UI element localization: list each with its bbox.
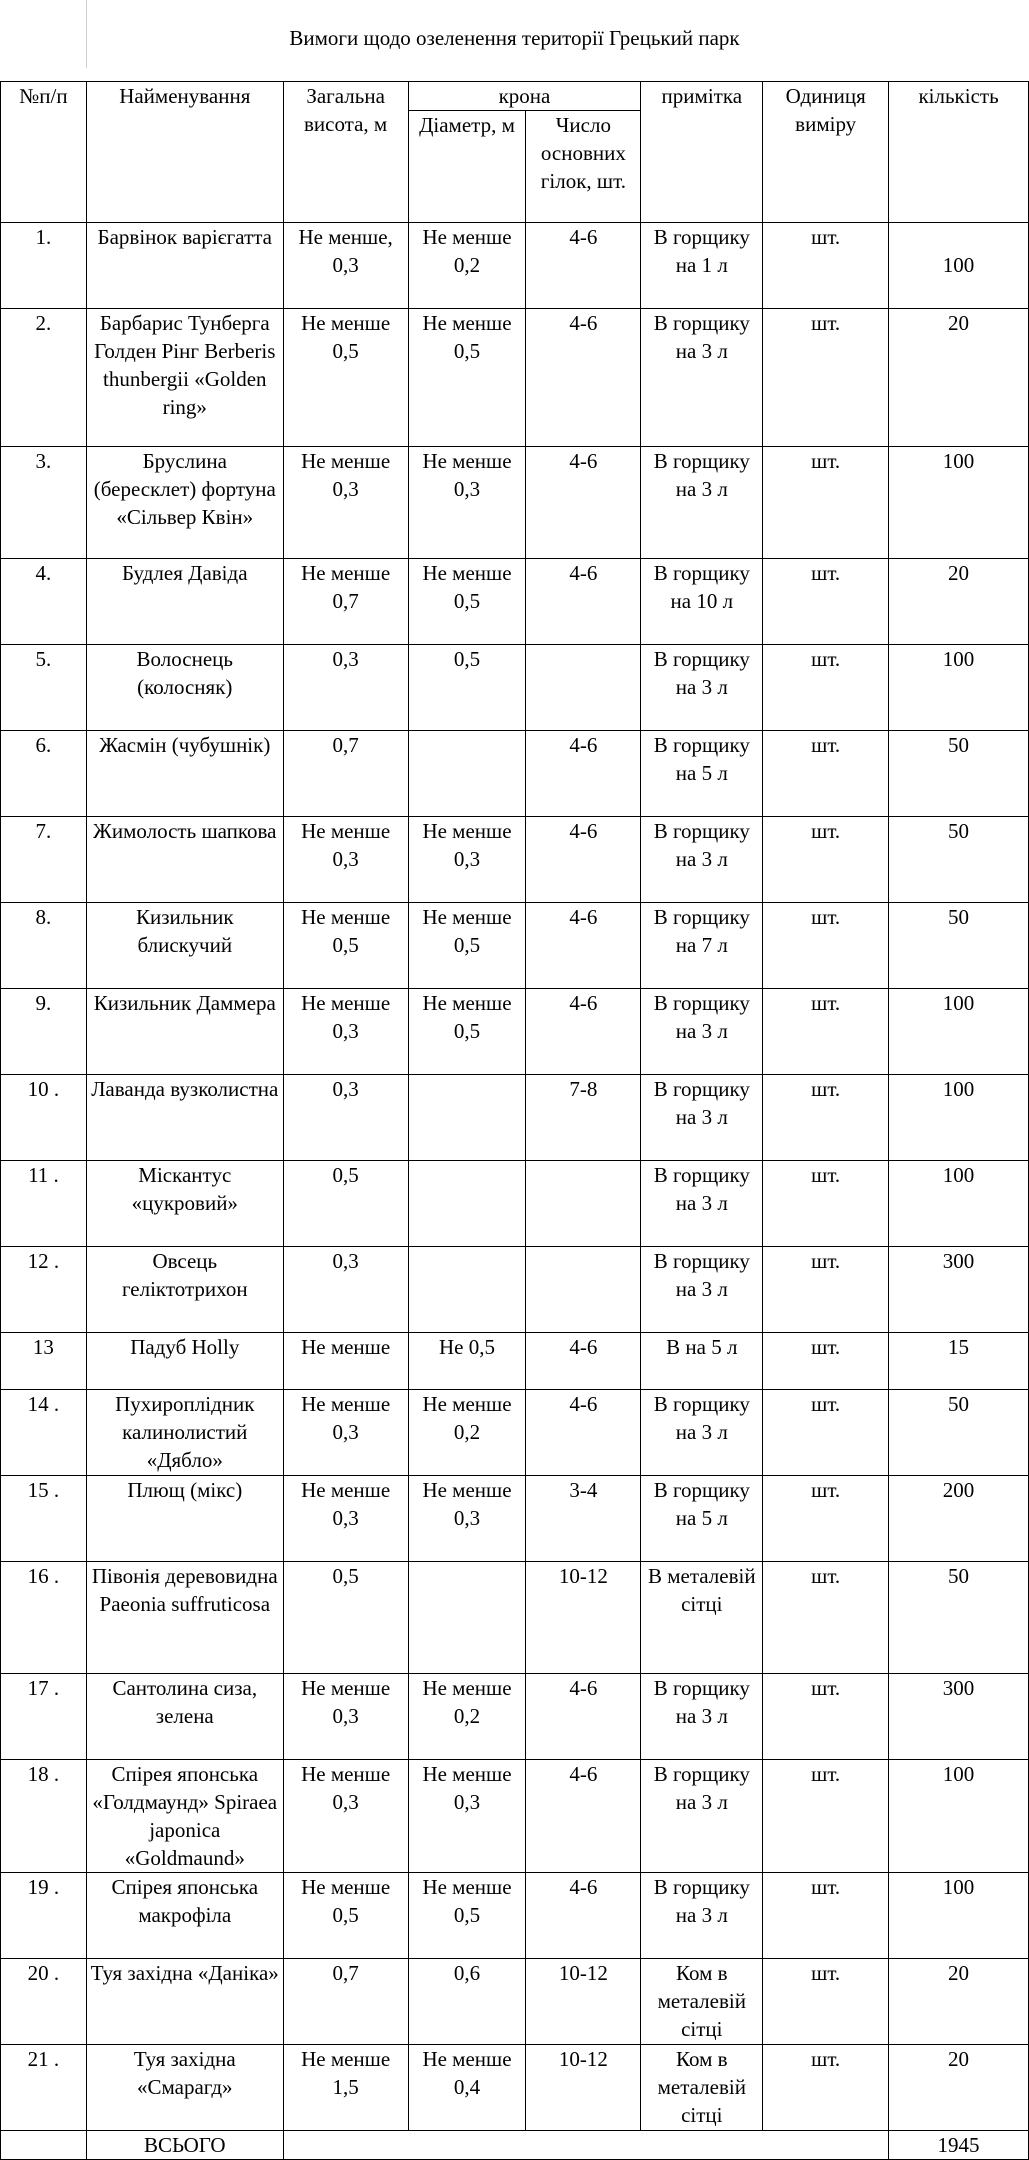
cell-unit: шт. — [763, 731, 889, 817]
cell-height: Не менше 0,3 — [283, 447, 408, 559]
cell-note: В горщику на 1 л — [641, 223, 763, 309]
cell-height: Не менше 0,3 — [283, 1760, 408, 1873]
cell-diameter: 0,6 — [408, 1959, 526, 2045]
cell-unit: шт. — [763, 1476, 889, 1562]
cell-branches: 10-12 — [526, 2045, 641, 2131]
table-row — [1, 1760, 1029, 1873]
cell-name: Волоснець (колосняк) — [86, 645, 283, 731]
cell-qty: 50 — [889, 903, 1029, 989]
cell-unit: шт. — [763, 1562, 889, 1674]
cell-branches: 4-6 — [526, 1873, 641, 1959]
cell-height: Не менше 0,5 — [283, 1873, 408, 1959]
header-diameter: Діаметр, м — [408, 111, 526, 223]
cell-diameter — [408, 1075, 526, 1161]
cell-height: 0,7 — [283, 731, 408, 817]
cell-note: В горщику на 10 л — [641, 559, 763, 645]
cell-branches: 4-6 — [526, 447, 641, 559]
cell-diameter — [408, 1247, 526, 1333]
table-row — [1, 817, 1029, 903]
cell-diameter: Не менше 0,5 — [408, 559, 526, 645]
cell-num: 21 . — [1, 2045, 87, 2131]
table-row — [1, 223, 1029, 309]
cell-diameter: Не менше 0,3 — [408, 817, 526, 903]
cell-diameter — [408, 731, 526, 817]
cell-name: Сантолина сиза, зелена — [86, 1674, 283, 1760]
cell-unit: шт. — [763, 1333, 889, 1390]
cell-diameter — [408, 1161, 526, 1247]
cell-diameter: Не менше 0,2 — [408, 1390, 526, 1476]
table-row — [1, 1161, 1029, 1247]
cell-branches — [526, 1161, 641, 1247]
cell-diameter: Не 0,5 — [408, 1333, 526, 1390]
cell-diameter: Не менше 0,5 — [408, 309, 526, 447]
cell-name: Пухироплідник калинолистий «Дябло» — [86, 1390, 283, 1476]
cell-name: Півонія деревовидна Paeonia suffruticosa — [86, 1562, 283, 1674]
cell-qty: 50 — [889, 817, 1029, 903]
cell-num: 1. — [1, 223, 87, 309]
cell-name: Туя західна «Даніка» — [86, 1959, 283, 2045]
cell-unit: шт. — [763, 309, 889, 447]
header-unit: Одиниця виміру — [763, 82, 889, 223]
planting-requirements-table — [0, 81, 1029, 2160]
cell-name: Падуб Holly — [86, 1333, 283, 1390]
cell-branches: 4-6 — [526, 989, 641, 1075]
cell-num: 7. — [1, 817, 87, 903]
table-row — [1, 1390, 1029, 1476]
cell-unit: шт. — [763, 2045, 889, 2131]
header-num: №п/п — [1, 82, 87, 223]
cell-name: Будлея Давіда — [86, 559, 283, 645]
cell-height: 0,3 — [283, 1075, 408, 1161]
cell-branches: 10-12 — [526, 1959, 641, 2045]
cell-num: 14 . — [1, 1390, 87, 1476]
cell-qty: 100 — [889, 989, 1029, 1075]
cell-num: 4. — [1, 559, 87, 645]
cell-note: В горщику на 5 л — [641, 1476, 763, 1562]
cell-note: Ком в металевій сітці — [641, 1959, 763, 2045]
cell-num: 8. — [1, 903, 87, 989]
total-span-cell — [283, 2131, 888, 2160]
table-row — [1, 903, 1029, 989]
cell-num: 15 . — [1, 1476, 87, 1562]
total-label: ВСЬОГО — [86, 2131, 283, 2160]
table-row — [1, 2045, 1029, 2131]
cell-unit: шт. — [763, 1247, 889, 1333]
total-empty-cell — [1, 2131, 87, 2160]
cell-name: Барвінок варієгатта — [86, 223, 283, 309]
cell-unit: шт. — [763, 223, 889, 309]
cell-unit: шт. — [763, 559, 889, 645]
table-row — [1, 731, 1029, 817]
cell-note: В горщику на 3 л — [641, 645, 763, 731]
header-branches: Число основних гілок, шт. — [526, 111, 641, 223]
cell-unit: шт. — [763, 817, 889, 903]
total-value: 1945 — [889, 2131, 1029, 2160]
cell-qty: 50 — [889, 1562, 1029, 1674]
cell-branches: 4-6 — [526, 1760, 641, 1873]
cell-unit: шт. — [763, 1760, 889, 1873]
header-name: Найменування — [86, 82, 283, 223]
cell-note: В горщику на 3 л — [641, 1161, 763, 1247]
cell-num: 12 . — [1, 1247, 87, 1333]
cell-branches: 4-6 — [526, 817, 641, 903]
cell-height: 0,3 — [283, 645, 408, 731]
header-row — [1, 82, 1029, 111]
cell-num: 10 . — [1, 1075, 87, 1161]
cell-num: 18 . — [1, 1760, 87, 1873]
header-height: Загальна висота, м — [283, 82, 408, 223]
cell-branches — [526, 1247, 641, 1333]
cell-branches — [526, 645, 641, 731]
cell-height: Не менше 0,3 — [283, 989, 408, 1075]
cell-num: 5. — [1, 645, 87, 731]
cell-note: В горщику на 3 л — [641, 309, 763, 447]
total-row — [1, 2131, 1029, 2160]
cell-height: Не менше 1,5 — [283, 2045, 408, 2131]
cell-note: В горщику на 3 л — [641, 1390, 763, 1476]
cell-qty: 300 — [889, 1247, 1029, 1333]
cell-unit: шт. — [763, 1873, 889, 1959]
cell-name: Туя західна «Смарагд» — [86, 2045, 283, 2131]
cell-height: Не менше 0,3 — [283, 1674, 408, 1760]
cell-diameter: Не менше 0,2 — [408, 1674, 526, 1760]
cell-branches: 4-6 — [526, 731, 641, 817]
cell-num: 20 . — [1, 1959, 87, 2045]
table-row — [1, 1476, 1029, 1562]
cell-unit: шт. — [763, 1161, 889, 1247]
cell-diameter: Не менше 0,5 — [408, 903, 526, 989]
cell-unit: шт. — [763, 447, 889, 559]
cell-num: 16 . — [1, 1562, 87, 1674]
cell-note: В горщику на 5 л — [641, 731, 763, 817]
header-crown: крона — [408, 82, 641, 111]
cell-diameter: Не менше 0,2 — [408, 223, 526, 309]
document-title: Вимоги щодо озеленення території Грецький парк — [289, 26, 740, 50]
table-row — [1, 1075, 1029, 1161]
cell-unit: шт. — [763, 1390, 889, 1476]
cell-num: 19 . — [1, 1873, 87, 1959]
cell-branches: 4-6 — [526, 309, 641, 447]
cell-num: 13 — [1, 1333, 87, 1390]
cell-diameter: Не менше 0,3 — [408, 447, 526, 559]
cell-qty: 20 — [889, 1959, 1029, 2045]
cell-height: Не менше — [283, 1333, 408, 1390]
cell-note: В горщику на 3 л — [641, 817, 763, 903]
cell-height: Не менше, 0,3 — [283, 223, 408, 309]
cell-qty: 100 — [889, 447, 1029, 559]
cell-name: Барбарис Тунберга Голден Рінг Berberis thunbergii «Golden ring» — [86, 309, 283, 447]
cell-branches: 4-6 — [526, 223, 641, 309]
cell-branches: 4-6 — [526, 903, 641, 989]
cell-diameter: Не менше 0,5 — [408, 989, 526, 1075]
cell-note: В горщику на 3 л — [641, 989, 763, 1075]
cell-note: В горщику на 3 л — [641, 1760, 763, 1873]
header-qty: кількість — [889, 82, 1029, 223]
cell-unit: шт. — [763, 1075, 889, 1161]
table-row — [1, 1959, 1029, 2045]
cell-num: 6. — [1, 731, 87, 817]
cell-branches: 3-4 — [526, 1476, 641, 1562]
cell-diameter — [408, 1562, 526, 1674]
table-row — [1, 1562, 1029, 1674]
cell-qty: 100 — [889, 1161, 1029, 1247]
cell-qty: 100 — [889, 1873, 1029, 1959]
table-row — [1, 989, 1029, 1075]
cell-height: Не менше 0,5 — [283, 903, 408, 989]
cell-note: В на 5 л — [641, 1333, 763, 1390]
cell-name: Міскантус «цукровий» — [86, 1161, 283, 1247]
cell-qty: 100 — [889, 645, 1029, 731]
cell-qty: 100 — [889, 1075, 1029, 1161]
cell-unit: шт. — [763, 903, 889, 989]
cell-name: Лаванда вузколистна — [86, 1075, 283, 1161]
cell-height: Не менше 0,3 — [283, 1390, 408, 1476]
cell-branches: 4-6 — [526, 559, 641, 645]
cell-note: В горщику на 7 л — [641, 903, 763, 989]
cell-height: 0,7 — [283, 1959, 408, 2045]
header-note: примітка — [641, 82, 763, 223]
cell-qty: 50 — [889, 1390, 1029, 1476]
cell-num: 9. — [1, 989, 87, 1075]
cell-name: Плющ (мікс) — [86, 1476, 283, 1562]
cell-name: Бруслина (бересклет) фортуна «Сільвер Квін» — [86, 447, 283, 559]
cell-unit: шт. — [763, 645, 889, 731]
table-row — [1, 1873, 1029, 1959]
table-row — [1, 559, 1029, 645]
cell-note: Ком в металевій сітці — [641, 2045, 763, 2131]
cell-height: Не менше 0,3 — [283, 1476, 408, 1562]
cell-branches: 4-6 — [526, 1390, 641, 1476]
table-row — [1, 309, 1029, 447]
cell-diameter: Не менше 0,3 — [408, 1476, 526, 1562]
cell-name: Кизильник Даммера — [86, 989, 283, 1075]
table-row — [1, 1674, 1029, 1760]
cell-note: В горщику на 3 л — [641, 1075, 763, 1161]
cell-unit: шт. — [763, 1959, 889, 2045]
cell-qty: 50 — [889, 731, 1029, 817]
cell-note: В горщику на 3 л — [641, 1873, 763, 1959]
cell-branches: 4-6 — [526, 1674, 641, 1760]
cell-note: В горщику на 3 л — [641, 1674, 763, 1760]
cell-qty: 200 — [889, 1476, 1029, 1562]
cell-num: 11 . — [1, 1161, 87, 1247]
cell-name: Жасмін (чубушнік) — [86, 731, 283, 817]
cell-height: 0,5 — [283, 1161, 408, 1247]
cell-unit: шт. — [763, 1674, 889, 1760]
cell-qty: 300 — [889, 1674, 1029, 1760]
cell-qty: 100 — [889, 223, 1029, 309]
cell-name: Кизильник блискучий — [86, 903, 283, 989]
table-row — [1, 645, 1029, 731]
cell-qty: 20 — [889, 2045, 1029, 2131]
cell-diameter: Не менше 0,4 — [408, 2045, 526, 2131]
cell-qty: 100 — [889, 1760, 1029, 1873]
table-row — [1, 447, 1029, 559]
cell-qty: 15 — [889, 1333, 1029, 1390]
cell-unit: шт. — [763, 989, 889, 1075]
cell-diameter: 0,5 — [408, 645, 526, 731]
cell-height: Не менше 0,5 — [283, 309, 408, 447]
cell-name: Спірея японська «Голдмаунд» Spiraea japonica «Goldmaund» — [86, 1760, 283, 1873]
cell-note: В металевій сітці — [641, 1562, 763, 1674]
cell-height: Не менше 0,7 — [283, 559, 408, 645]
cell-height: Не менше 0,3 — [283, 817, 408, 903]
cell-diameter: Не менше 0,5 — [408, 1873, 526, 1959]
table-row — [1, 1333, 1029, 1390]
cell-height: 0,3 — [283, 1247, 408, 1333]
cell-branches: 7-8 — [526, 1075, 641, 1161]
cell-note: В горщику на 3 л — [641, 1247, 763, 1333]
table-body — [1, 223, 1029, 2131]
cell-diameter: Не менше 0,3 — [408, 1760, 526, 1873]
cell-height: 0,5 — [283, 1562, 408, 1674]
cell-qty: 20 — [889, 559, 1029, 645]
cell-num: 3. — [1, 447, 87, 559]
cell-note: В горщику на 3 л — [641, 447, 763, 559]
cell-name: Овсець геліктотрихон — [86, 1247, 283, 1333]
cell-branches: 4-6 — [526, 1333, 641, 1390]
cell-qty: 20 — [889, 309, 1029, 447]
cell-num: 17 . — [1, 1674, 87, 1760]
cell-name: Жимолость шапкова — [86, 817, 283, 903]
cell-num: 2. — [1, 309, 87, 447]
table-row — [1, 1247, 1029, 1333]
cell-branches: 10-12 — [526, 1562, 641, 1674]
cell-name: Спірея японська макрофіла — [86, 1873, 283, 1959]
